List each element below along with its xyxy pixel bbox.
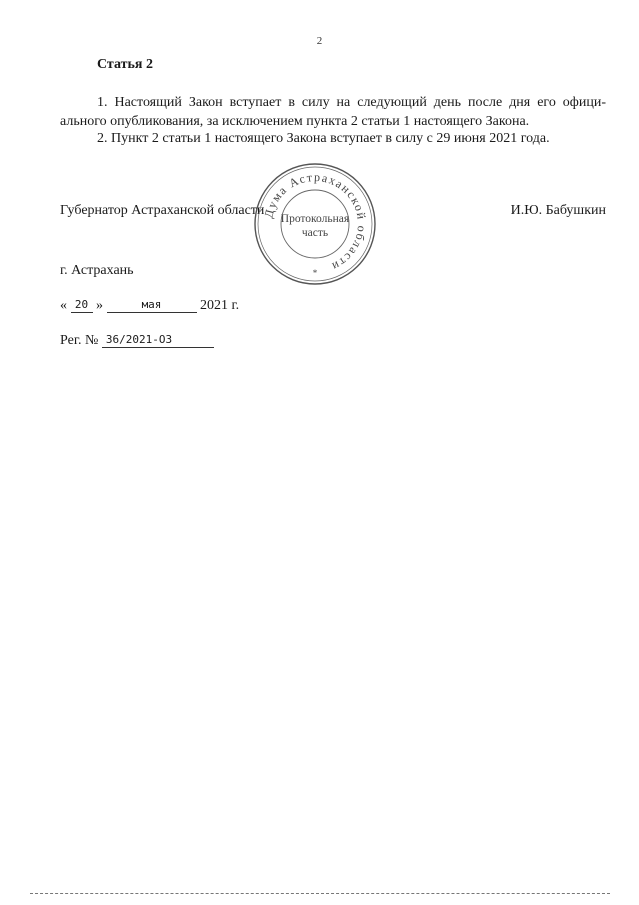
registration-number-line <box>60 333 214 349</box>
date-open-quote: « <box>60 298 67 313</box>
date-day: 20 <box>71 298 93 313</box>
official-stamp <box>252 162 378 286</box>
signatory-title: Губернатор Астраханской области <box>60 203 265 218</box>
scan-bottom-edge <box>30 893 610 894</box>
stamp-center-line-1: Протокольная <box>280 213 350 225</box>
article-paragraph-1 <box>60 93 606 131</box>
city-name: г. Астрахань <box>60 263 134 278</box>
stamp-star-icon: * <box>312 268 318 278</box>
page-number: 2 <box>316 35 323 47</box>
article-paragraph-2 <box>60 129 606 148</box>
paragraph-1-line-1: 1. Настоящий Закон вступает в силу на следующий день после дня его офици- <box>97 95 606 110</box>
paragraph-1-line-2: ального опубликования, за исключением пункта 2 статьи 1 настоящего Закона. <box>60 114 530 129</box>
signatory-name: И.Ю. Бабушкин <box>510 203 606 218</box>
registration-number: 36/2021-ОЗ <box>102 333 214 348</box>
paragraph-2-text: 2. Пункт 2 статьи 1 настоящего Закона вступает в силу с 29 июня 2021 года. <box>97 131 550 146</box>
article-title: Статья 2 <box>97 57 153 72</box>
registration-label: Рег. № <box>60 333 99 348</box>
date-close-quote: » <box>96 298 103 313</box>
date-year: 2021 г. <box>200 298 240 313</box>
signing-date <box>60 298 239 314</box>
date-month: мая <box>107 298 197 313</box>
stamp-center-line-2: часть <box>301 227 329 239</box>
stamp-ring-text: Дума Астраханской области <box>261 169 370 275</box>
